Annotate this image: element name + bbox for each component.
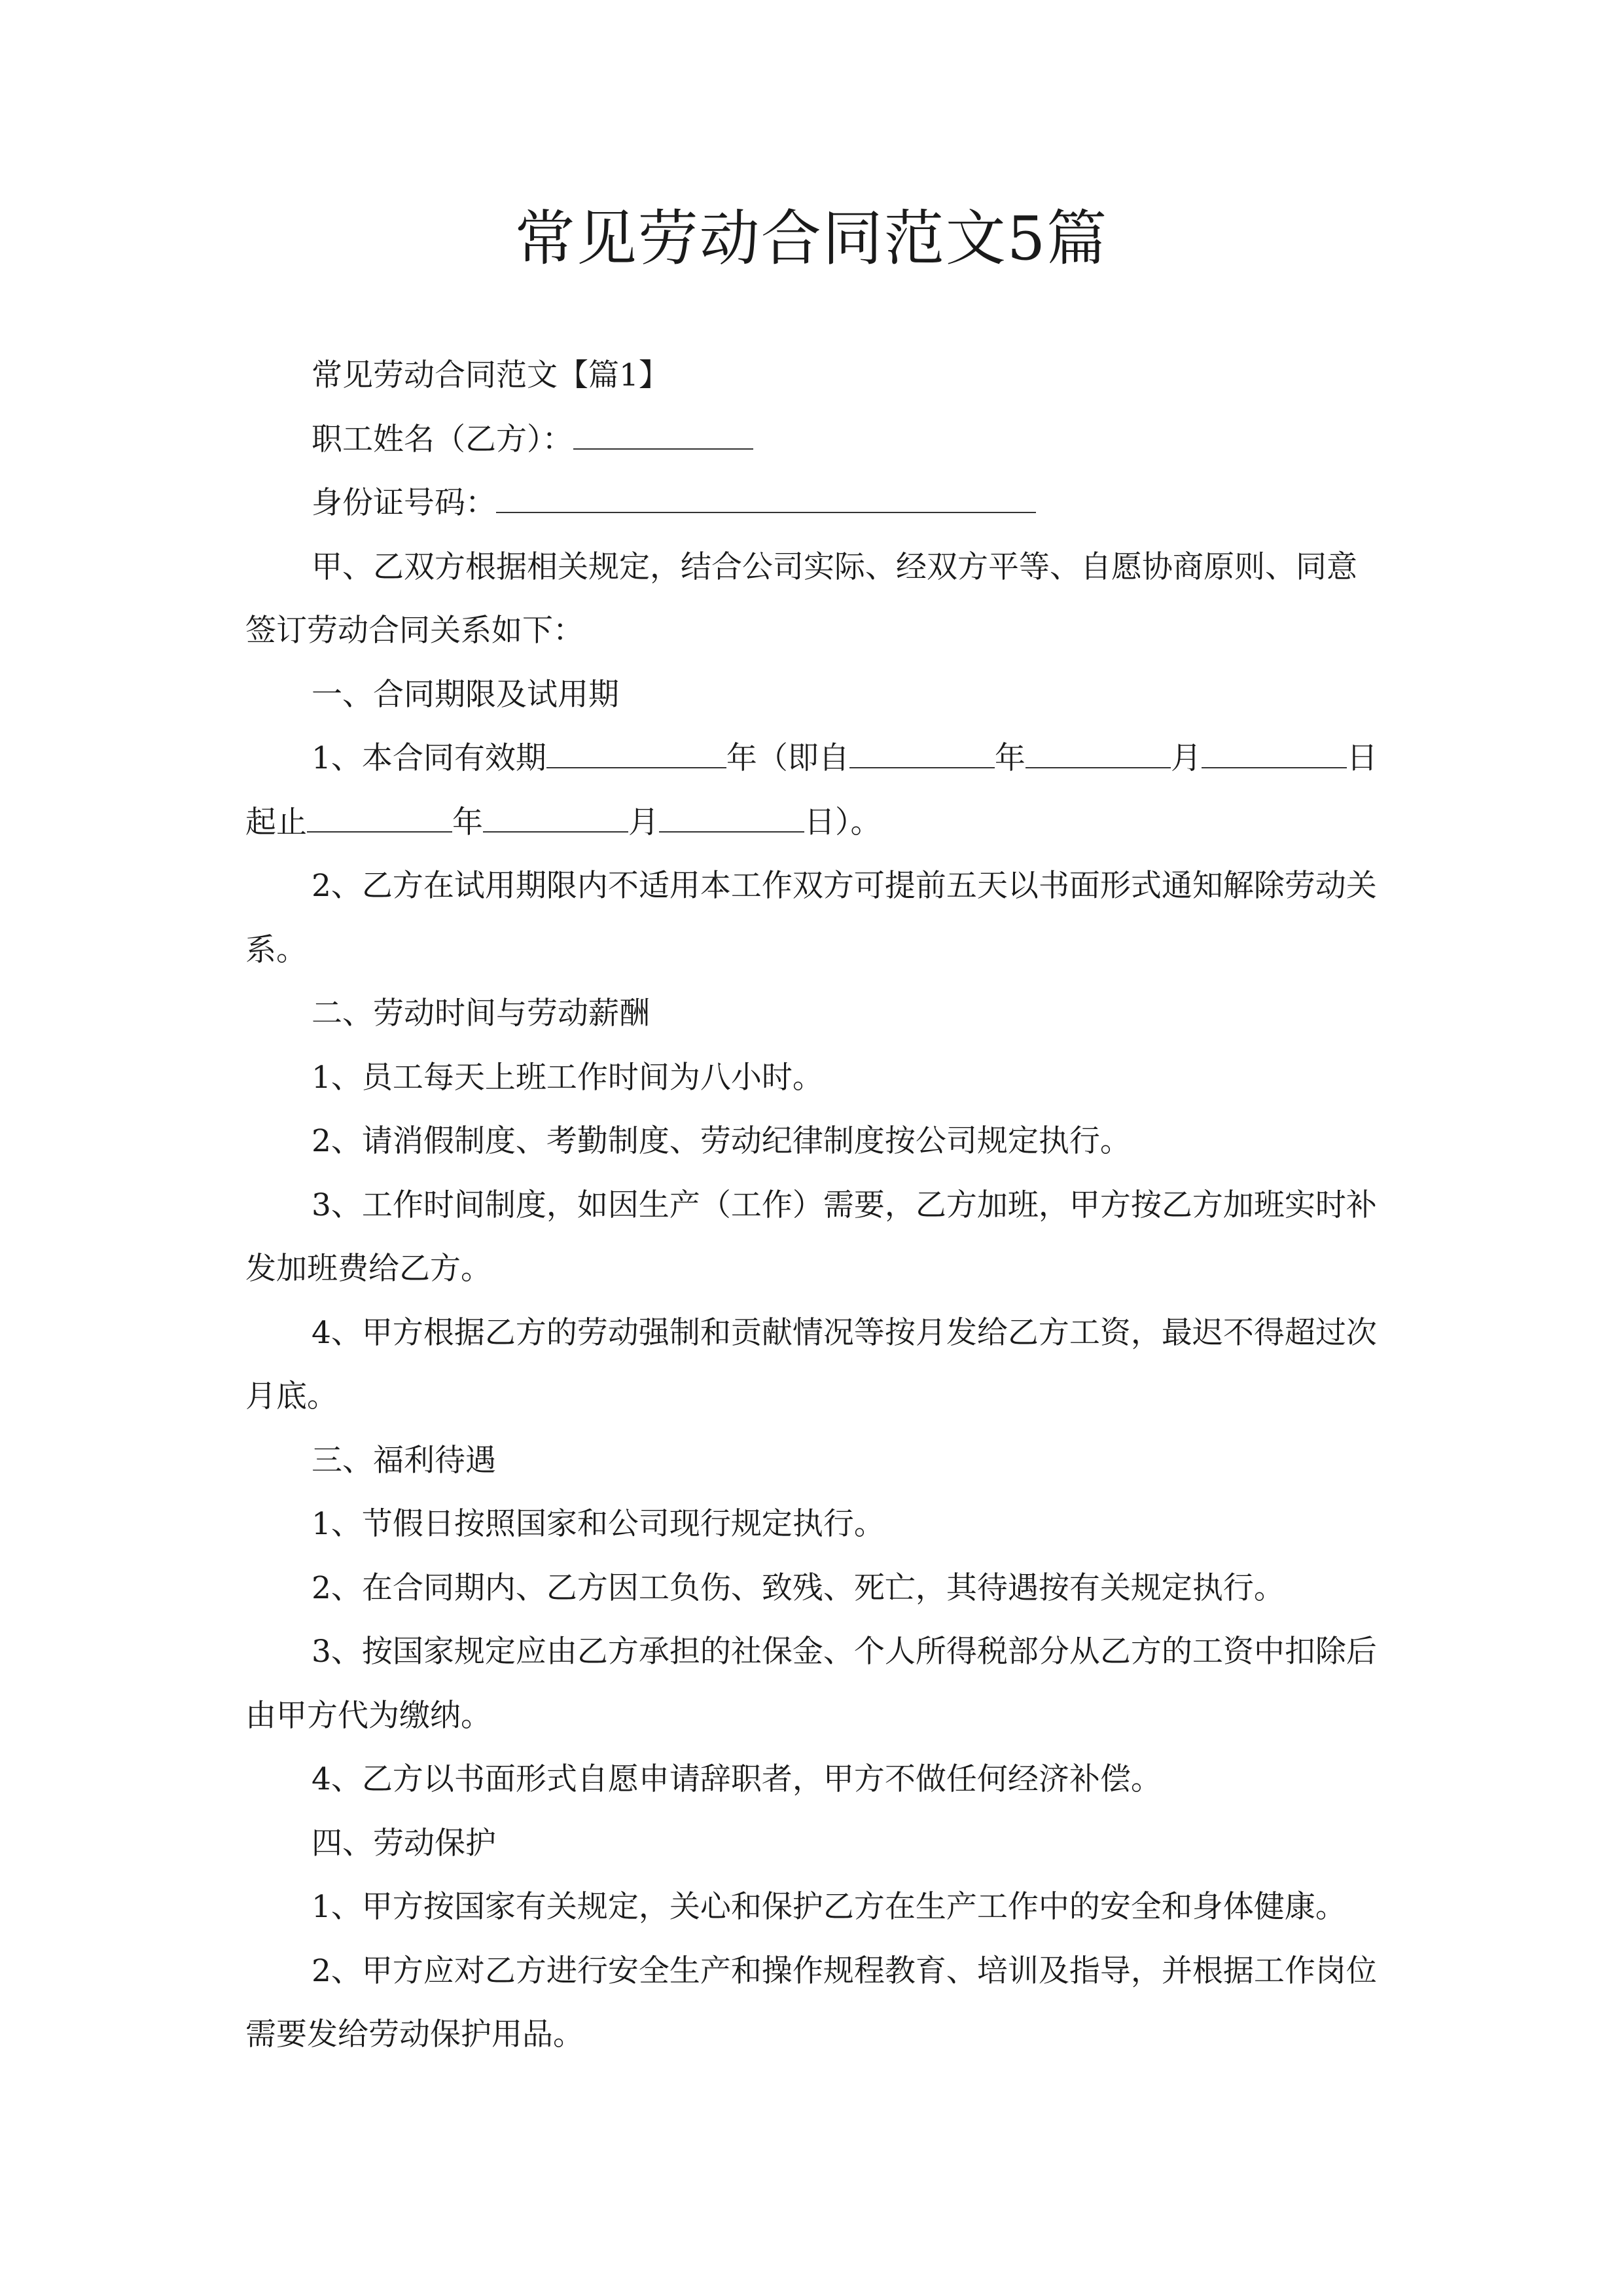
term-years-blank <box>546 734 726 768</box>
employee-name-blank <box>573 416 753 450</box>
section-2-item-1: 1、员工每天上班工作时间为八小时。 <box>312 1059 823 1096</box>
start-month-blank <box>1026 734 1171 768</box>
employee-name-line <box>245 408 1378 472</box>
start-year-blank <box>849 734 995 768</box>
end-year-text: 年 <box>452 804 483 840</box>
end-day-blank <box>659 798 804 833</box>
section-1-item-2: 2、乙方在试用期限内不适用本工作双方可提前五天以书面形式通知解除劳动关系。 <box>245 868 1377 968</box>
section-1-heading: 一、合同期限及试用期 <box>312 676 619 713</box>
start-day-text: 日起止 <box>245 740 1378 840</box>
section-3-item-2: 2、在合同期内、乙方因工负伤、致残、死亡，其待遇按有关规定执行。 <box>312 1570 1285 1606</box>
term-years-text: 年（即自 <box>726 740 849 776</box>
end-month-blank <box>483 798 628 833</box>
end-month-text: 月 <box>628 804 659 840</box>
start-month-text: 月 <box>1170 740 1202 776</box>
section-3-item-3: 3、按国家规定应由乙方承担的社保金、个人所得税部分从乙方的工资中扣除后由甲方代为缴纳。 <box>245 1634 1377 1734</box>
start-day-blank <box>1202 734 1347 768</box>
section-4-heading: 四、劳动保护 <box>312 1825 496 1861</box>
section-heading: 常见劳动合同范文【篇1】 <box>312 357 669 393</box>
section-4-item-1: 1、甲方按国家有关规定，关心和保护乙方在生产工作中的安全和身体健康。 <box>312 1889 1346 1925</box>
contract-term-paragraph <box>245 726 1378 854</box>
document-body <box>245 344 1378 2067</box>
employee-name-label: 职工姓名（乙方）： <box>312 421 573 457</box>
section-3-item-1: 1、节假日按照国家和公司现行规定执行。 <box>312 1506 885 1542</box>
intro-paragraph: 甲、乙双方根据相关规定，结合公司实际、经双方平等、自愿协商原则、同意签订劳动合同关系如下： <box>245 548 1357 649</box>
section-4-item-2: 2、甲方应对乙方进行安全生产和操作规程教育、培训及指导，并根据工作岗位需要发给劳动保护用品。 <box>245 1952 1377 2053</box>
section-2-heading: 二、劳动时间与劳动薪酬 <box>312 996 650 1031</box>
end-year-blank <box>307 798 452 833</box>
start-year-text: 年 <box>994 740 1026 776</box>
section-3-heading: 三、福利待遇 <box>312 1442 496 1479</box>
section-3-item-4: 4、乙方以书面形式自愿申请辞职者，甲方不做任何经济补偿。 <box>312 1761 1162 1797</box>
section-2-item-3: 3、工作时间制度，如因生产（工作）需要，乙方加班，甲方按乙方加班实时补发加班费给乙方。 <box>245 1187 1377 1287</box>
term-prefix: 1、本合同有效期 <box>312 740 546 776</box>
id-number-blank <box>496 479 1036 513</box>
section-2-item-4: 4、甲方根据乙方的劳动强制和贡献情况等按月发给乙方工资，最迟不得超过次月底。 <box>245 1314 1377 1414</box>
section-2-item-2: 2、请消假制度、考勤制度、劳动纪律制度按公司规定执行。 <box>312 1123 1131 1159</box>
id-number-line <box>245 471 1378 535</box>
document-title: 常见劳动合同范文5篇 <box>514 204 1109 274</box>
end-day-text: 日）。 <box>804 804 882 840</box>
id-number-label: 身份证号码： <box>312 485 496 521</box>
